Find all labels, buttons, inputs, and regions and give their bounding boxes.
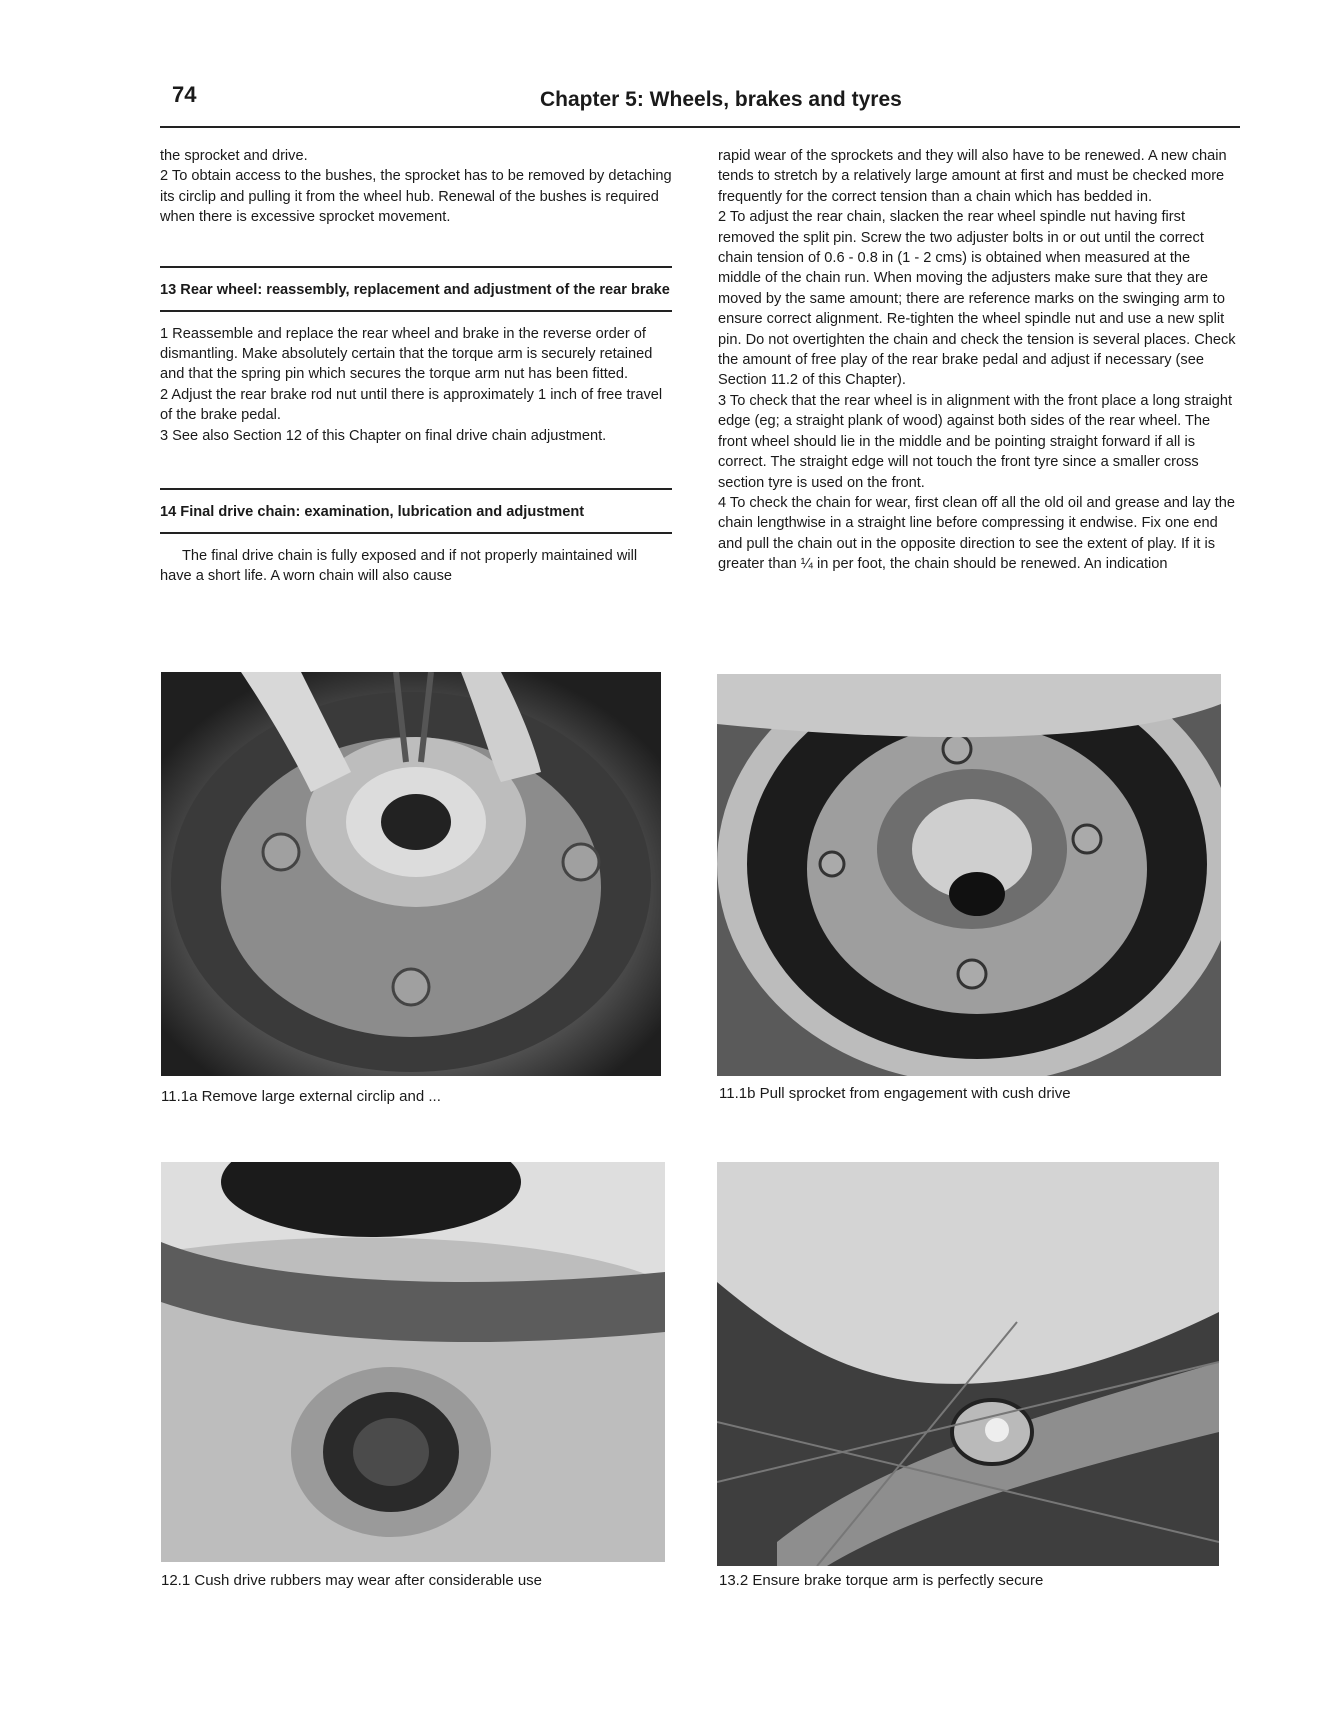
photo-cush-drive — [161, 1162, 665, 1562]
right-paragraph: 3 To check that the rear wheel is in alignment with the front place a long straight edge (eg; a straight plank of wood) against both sides of the rear wheel. The front wheel should lie in the middle and be pointing straight forward if all is correct. The straight edge will not touch the front tyre since a smaller cross section tyre is used on the front. — [718, 392, 1233, 491]
section-13-paragraph: 1 Reassemble and replace the rear wheel and brake in the reverse order of dismantling. Make absolutely certain that the torque arm is securely retained and that the spring pin which secures the torque arm nut has been fitted. — [160, 325, 653, 383]
intro-line: the sprocket and drive. — [160, 148, 308, 164]
page-number: 74 — [172, 82, 197, 107]
right-paragraph: rapid wear of the sprockets and they will also have to be renewed. A new chain tends to stretch by a relatively large amount at first and must be checked more frequently for the correct tension than a chain which has bedded in. — [718, 148, 1227, 205]
figure-caption: 12.1 Cush drive rubbers may wear after considerable use — [161, 1572, 543, 1589]
section-13-paragraph: 3 See also Section 12 of this Chapter on final drive chain adjustment. — [160, 427, 607, 444]
figure-caption: 11.1b Pull sprocket from engagement with cush drive — [719, 1085, 1071, 1102]
section-13-heading: 13 Rear wheel: reassembly, replacement and adjustment of the rear brake — [160, 266, 672, 312]
section-14-heading: 14 Final drive chain: examination, lubrication and adjustment — [160, 488, 672, 534]
right-column — [718, 146, 1236, 575]
figure-caption: 13.2 Ensure brake torque arm is perfectly secure — [719, 1572, 1044, 1589]
header-rule — [160, 126, 1240, 128]
section-13-paragraph: 2 Adjust the rear brake rod nut until there is approximately 1 inch of free travel of the brake pedal. — [160, 386, 663, 424]
left-column — [160, 146, 672, 587]
right-paragraph: 4 To check the chain for wear, first clean off all the old oil and grease and lay the chain lengthwise in a straight line before compressing it endwise. Fix one end and pull the chain out in the opposite direction to see the extent of play. If it is greater than ¼ in per foot, the chain should be renewed. An indication — [718, 494, 1236, 573]
chapter-title: Chapter 5: Wheels, brakes and tyres — [540, 88, 902, 111]
figure-caption: 11.1a Remove large external circlip and ... — [161, 1088, 441, 1105]
right-paragraph: 2 To adjust the rear chain, slacken the rear wheel spindle nut having first removed the split pin. Screw the two adjuster bolts in or out until the correct chain tension of 0.6 - 0.8 in (1 - 2 cms) is obtained when measured at the middle of the chain run. When moving the adjusters make sure that they are moved by the same amount; there are reference marks on the swinging arm to ensure correct alignment. Re-tighten the wheel spindle nut and use a new split pin. Do not overtighten the chain and check the tension is several places. Check the amount of free play of the rear brake pedal and adjust if necessary (see Section 11.2 of this Chapter). — [718, 209, 1236, 389]
intro-paragraph: 2 To obtain access to the bushes, the sprocket has to be removed by detaching its circlip and pulling it from the wheel hub. Renewal of the bushes is required when there is excessive sprocket movement. — [160, 168, 672, 226]
photo-sprocket-removal — [717, 674, 1221, 1076]
photo-circlip-removal — [161, 672, 661, 1076]
section-14-paragraph: The final drive chain is fully exposed and if not properly maintained will have a short life. A worn chain will also cause — [160, 548, 638, 585]
photo-torque-arm — [717, 1162, 1219, 1566]
